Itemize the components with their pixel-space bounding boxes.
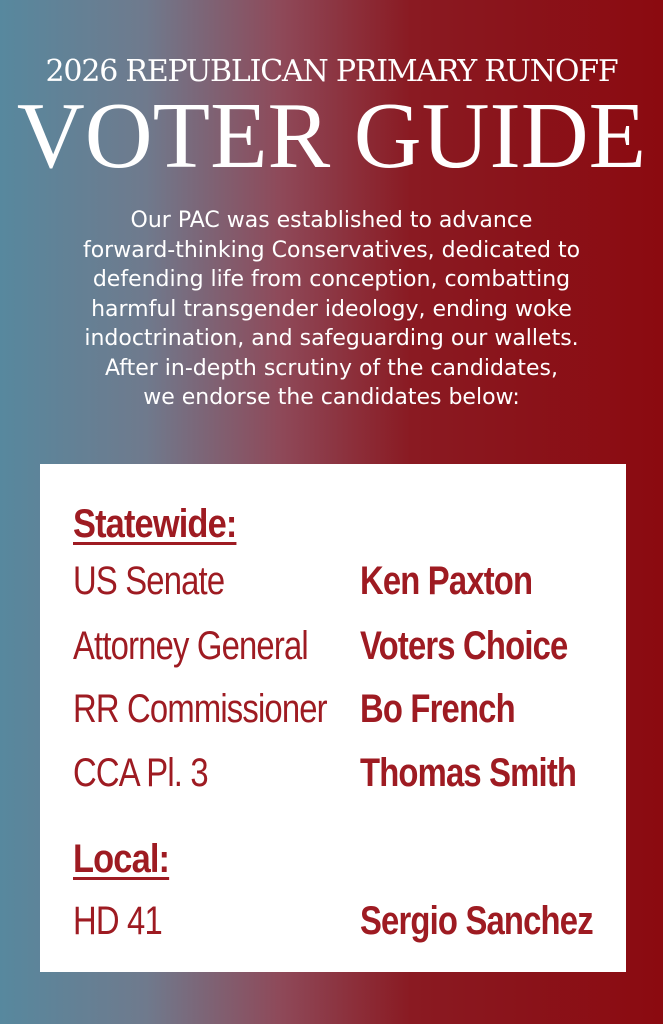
local-heading: Local:: [73, 837, 170, 881]
guide-title: VOTER GUIDE: [16, 84, 647, 188]
race-candidate: Bo French: [360, 687, 515, 731]
intro-line: After in-depth scrutiny of the candidates,: [104, 355, 559, 381]
guide-kicker: 2026 REPUBLICAN PRIMARY RUNOFF: [45, 54, 618, 89]
race-office: Attorney General: [73, 624, 308, 668]
intro-line: defending life from conception, combatting: [92, 267, 571, 292]
intro-line: indoctrination, and safeguarding our wallets.: [84, 326, 579, 351]
race-row: [40, 896, 626, 946]
race-candidate: Thomas Smith: [360, 751, 577, 795]
intro-line: harmful transgender ideology, ending woke: [91, 296, 572, 322]
guide-header: [0, 52, 663, 188]
endorsement-card: [40, 464, 626, 972]
race-row: [40, 556, 626, 606]
statewide-heading: Statewide:: [73, 502, 237, 546]
race-row: [40, 684, 626, 734]
race-office: US Senate: [73, 559, 225, 603]
race-office: CCA Pl. 3: [73, 751, 208, 795]
intro-line: forward-thinking Conservatives, dedicated to: [82, 237, 581, 263]
race-row: [40, 621, 626, 671]
race-office: HD 41: [73, 899, 162, 943]
race-candidate: Ken Paxton: [360, 559, 533, 603]
race-candidate: Sergio Sanchez: [360, 899, 593, 943]
race-row: [40, 748, 626, 798]
race-office: RR Commissioner: [73, 687, 327, 731]
intro-line: Our PAC was established to advance: [130, 208, 533, 233]
intro-line: we endorse the candidates below:: [143, 385, 520, 410]
intro-paragraph: [30, 206, 633, 413]
race-candidate: Voters Choice: [360, 624, 568, 668]
